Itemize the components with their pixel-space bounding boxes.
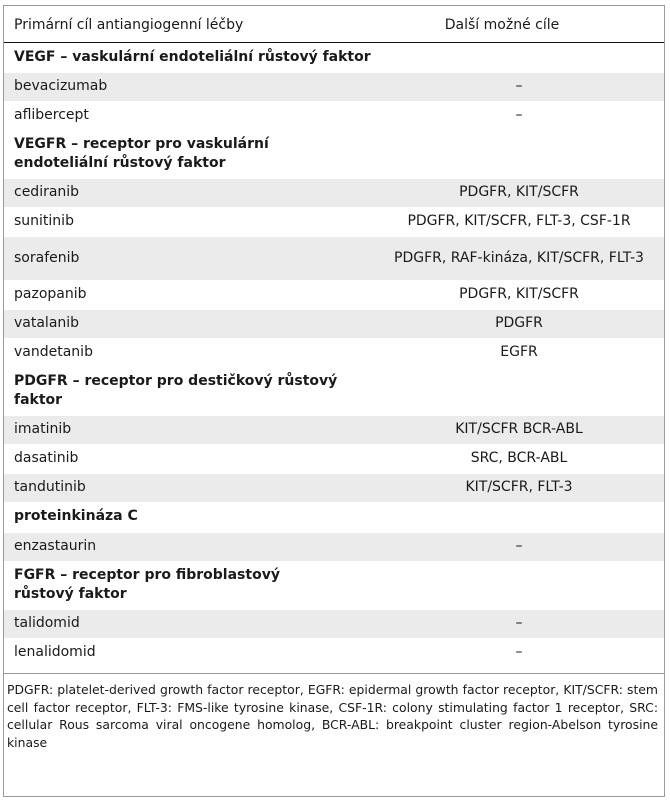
table-frame — [3, 5, 665, 797]
table-row — [4, 101, 664, 130]
drug-name: talidomid — [4, 609, 340, 638]
table-row — [4, 338, 664, 367]
table-row — [4, 207, 664, 236]
drug-targets: – — [340, 609, 664, 638]
drug-targets: SRC, BCR-ABL — [340, 444, 664, 473]
table-row — [4, 178, 664, 207]
table-row — [4, 609, 664, 638]
drug-targets: – — [340, 638, 664, 667]
group-title: FGFR – receptor pro fibroblastový růstový faktor — [14, 566, 280, 602]
group-row — [4, 502, 664, 532]
drug-targets: PDGFR, KIT/SCFR, FLT-3, CSF-1R — [340, 207, 664, 236]
group-title: proteinkináza C — [14, 508, 138, 525]
table-row — [4, 415, 664, 444]
targets-table — [4, 6, 664, 667]
table-row — [4, 638, 664, 667]
header-other-targets: Další možné cíle — [340, 6, 664, 42]
drug-targets: PDGFR, RAF-kináza, KIT/SCFR, FLT-3 — [340, 236, 664, 280]
drug-name: sorafenib — [4, 236, 340, 280]
table-row — [4, 309, 664, 338]
table-row — [4, 280, 664, 309]
group-title: VEGF – vaskulární endoteliální růstový faktor — [14, 48, 371, 65]
table-row — [4, 532, 664, 561]
table-header-row — [4, 6, 664, 42]
drug-name: sunitinib — [4, 207, 340, 236]
drug-name: dasatinib — [4, 444, 340, 473]
group-row — [4, 42, 664, 72]
drug-targets: PDGFR — [340, 309, 664, 338]
drug-targets: PDGFR, KIT/SCFR — [340, 178, 664, 207]
drug-targets: – — [340, 72, 664, 101]
drug-targets: – — [340, 101, 664, 130]
table-row — [4, 72, 664, 101]
drug-targets: – — [340, 532, 664, 561]
group-row — [4, 561, 664, 609]
drug-targets: KIT/SCFR BCR-ABL — [340, 415, 664, 444]
table-footnote: PDGFR: platelet-derived growth factor receptor, EGFR: epidermal growth factor receptor, KIT/SCFR: stem cell factor receptor, FLT-3: FMS-like tyrosine kinase, CSF-1R: colony stimulating factor 1 receptor, SRC: cellular Rous sarcoma viral oncogene homolog, BCR-ABL: breakpoint cluster region-Abelson tyrosine kinase — [4, 673, 664, 751]
group-row — [4, 130, 664, 178]
drug-name: vatalanib — [4, 309, 340, 338]
drug-name: bevacizumab — [4, 72, 340, 101]
group-row — [4, 367, 664, 415]
drug-name: pazopanib — [4, 280, 340, 309]
drug-name: vandetanib — [4, 338, 340, 367]
drug-name: tandutinib — [4, 473, 340, 502]
drug-name: enzastaurin — [4, 532, 340, 561]
header-primary-target: Primární cíl antiangiogenní léčby — [4, 6, 340, 42]
table-row — [4, 236, 664, 280]
drug-targets: PDGFR, KIT/SCFR — [340, 280, 664, 309]
group-title: VEGFR – receptor pro vaskulární endoteliální růstový faktor — [14, 135, 269, 171]
drug-name: cediranib — [4, 178, 340, 207]
drug-name: imatinib — [4, 415, 340, 444]
drug-name: aflibercept — [4, 101, 340, 130]
group-title: PDGFR – receptor pro destičkový růstový faktor — [14, 372, 338, 408]
table-row — [4, 473, 664, 502]
table-row — [4, 444, 664, 473]
drug-targets: KIT/SCFR, FLT-3 — [340, 473, 664, 502]
drug-name: lenalidomid — [4, 638, 340, 667]
drug-targets: EGFR — [340, 338, 664, 367]
